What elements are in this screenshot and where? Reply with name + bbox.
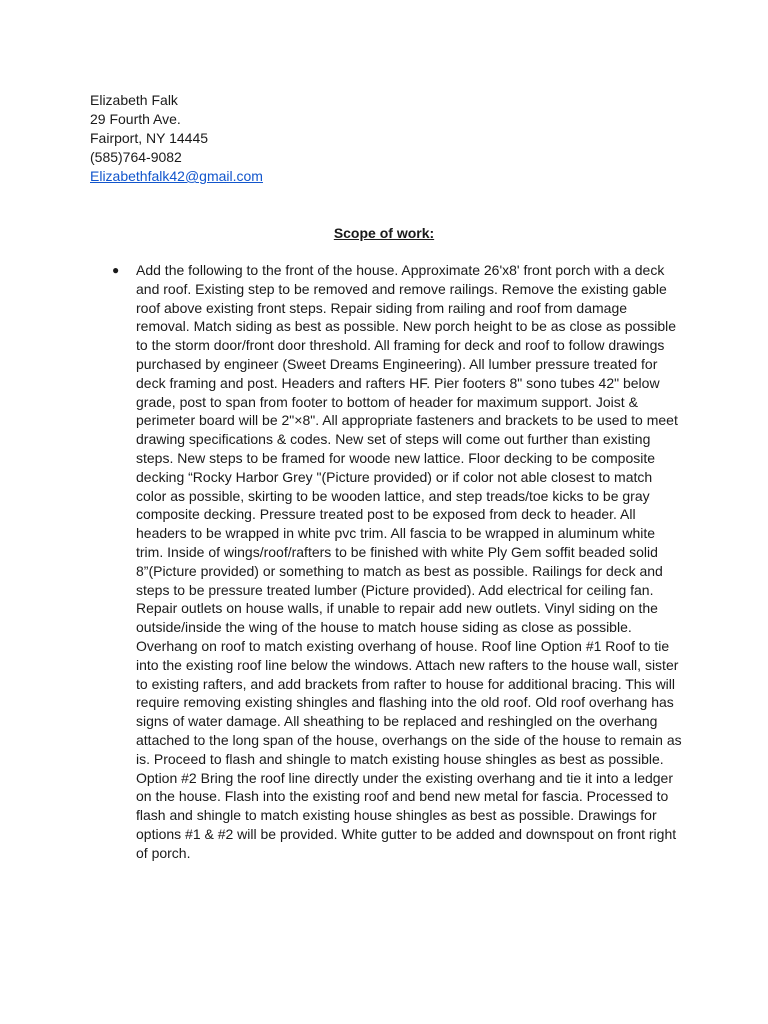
scope-of-work-heading: Scope of work: [333, 225, 435, 241]
sender-phone: (585)764-9082 [90, 149, 182, 165]
sender-name: Elizabeth Falk [90, 92, 178, 108]
sender-city-state-zip: Fairport, NY 14445 [90, 130, 209, 146]
sender-street: 29 Fourth Ave. [90, 111, 181, 127]
scope-bullet-item [112, 261, 682, 863]
scope-bullet-list [112, 261, 682, 863]
sender-email-link[interactable]: Elizabethfalk42@gmail.com [90, 168, 263, 184]
bullet-icon: ● [112, 263, 120, 277]
scope-bullet-text: Add the following to the front of the house. Approximate 26'x8' front porch with a deck and roof. Existing step to be removed and remove railings. Remove the existing gable roof above existing front steps. Repair siding from railing and roof from damage removal. Match siding as best as possible. New porch height to be as close as possible to the storm door/front door threshold. All framing for deck and roof to follow drawings purchased by engineer (Sweet Dreams Engineering). All lumber pressure treated for deck framing and post. Headers and rafters HF. Pier footers 8" sono tubes 42" below grade, post to span from footer to bottom of header for maximum support. Joist & perimeter board will be 2"×8". All appropriate fasteners and brackets to be used to meet drawing specifications & codes. New set of steps will come out further than existing steps. New steps to be framed for woode new lattice. Floor decking to be composite decking “Rocky Harbor Grey "(Picture provided) or if color not able closest to match color as possible, skirting to be wooden lattice, and step treads/toe kicks to be gray composite decking. Pressure treated post to be exposed from deck to header. All headers to be wrapped in white pvc trim. All fascia to be wrapped in aluminum white trim. Inside of wings/roof/rafters to be finished with white Ply Gem soffit beaded solid 8”(Picture provided) or something to match as best as possible. Railings for deck and steps to be pressure treated lumber (Picture provided). Add electrical for ceiling fan. Repair outlets on house walls, if unable to repair add new outlets. Vinyl siding on the outside/inside the wing of the house to match house siding as close as possible. Overhang on roof to match existing overhang of house. Roof line Option #1 Roof to tie into the existing roof line below the windows. Attach new rafters to the house wall, sister to existing rafters, and add brackets from rafter to house for additional bracing. This will require removing existing shingles and flashing into the old roof. Old roof overhang has signs of water damage. All sheathing to be replaced and reshingled on the overhang attached to the long span of the house, overhangs on the side of the house to remain as is. Proceed to flash and shingle to match existing house shingles as best as possible. Option #2 Bring the roof line directly under the existing overhang and tie it into a ledger on the house. Flash into the existing roof and bend new metal for fascia. Processed to flash and shingle to match existing house shingles as best as possible. Drawings for options #1 & #2 will be provided. White gutter to be added and downspout on front right of porch. [136, 262, 682, 861]
sender-address-block [90, 91, 263, 186]
